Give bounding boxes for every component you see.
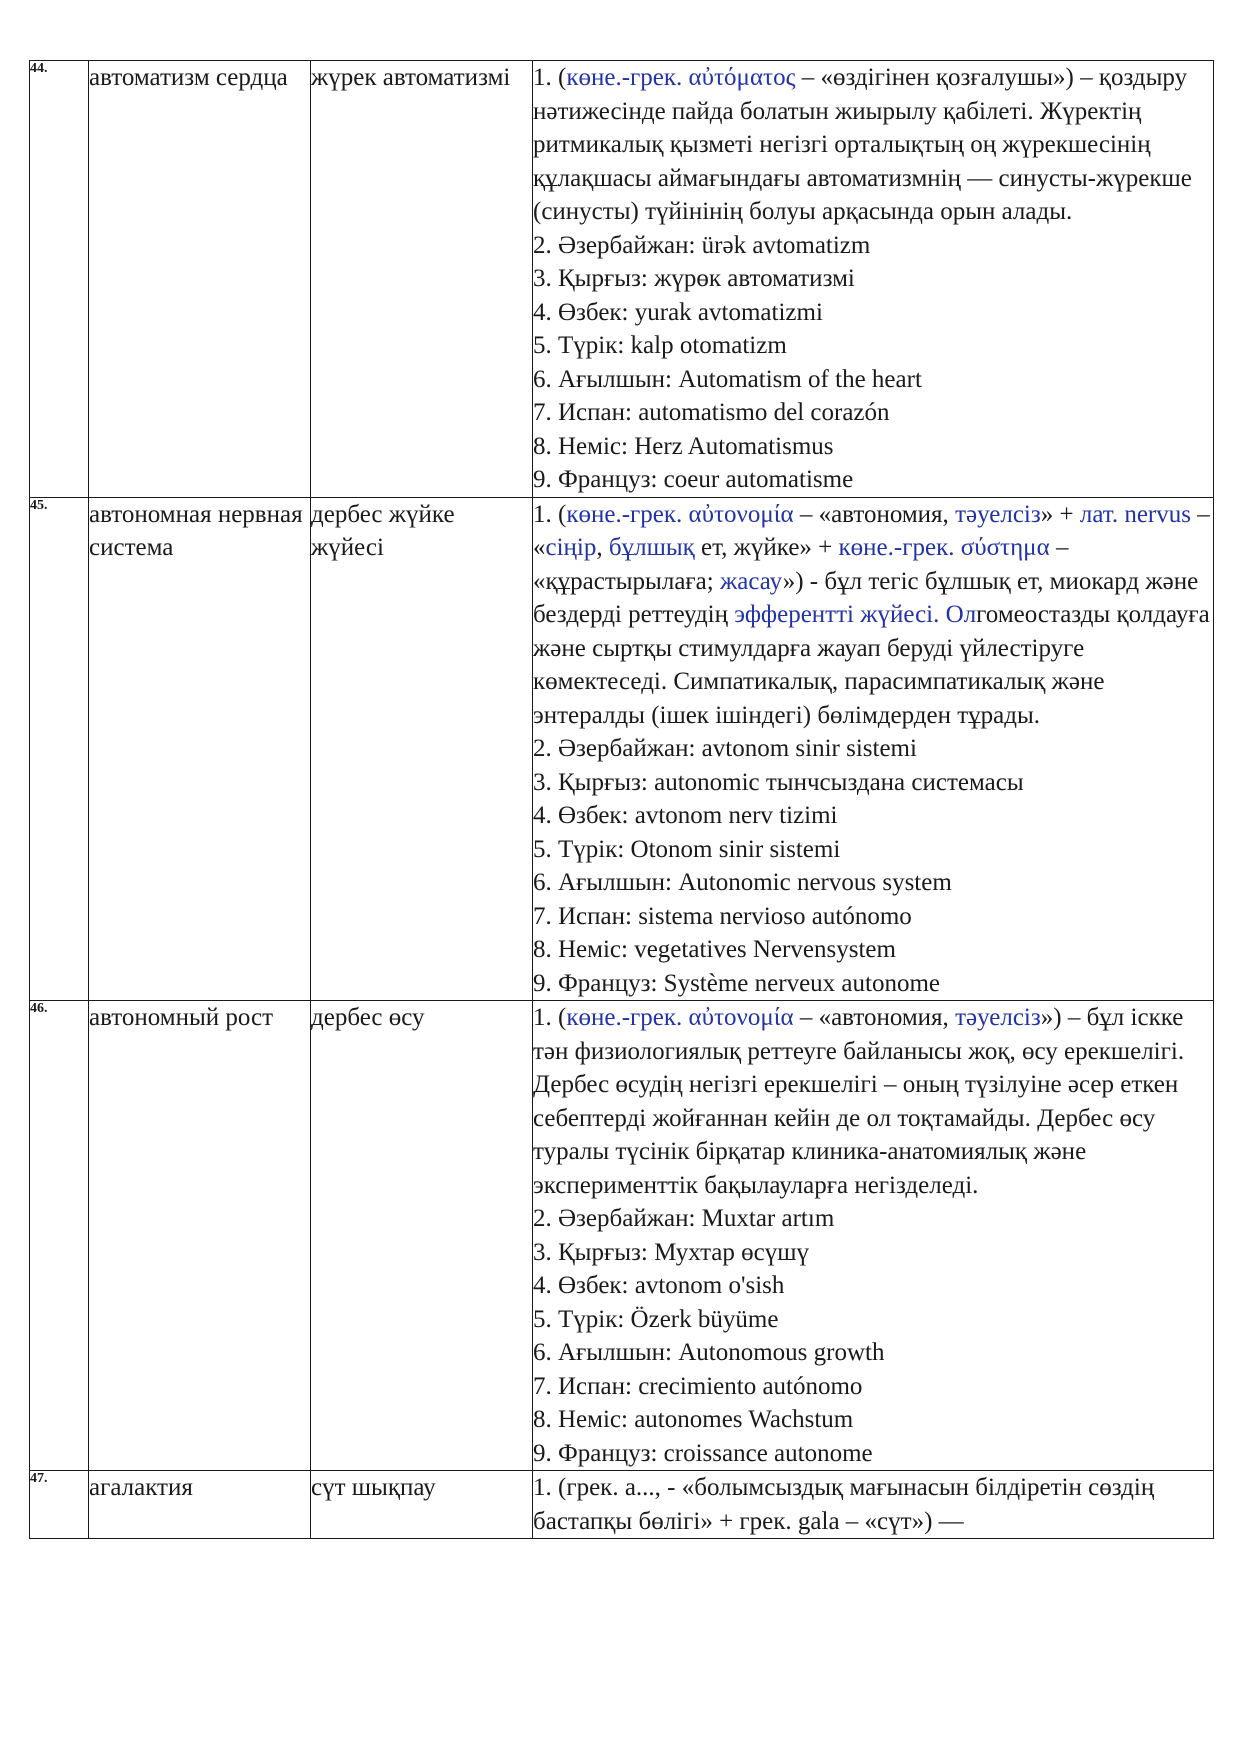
definition-part: – «автономия,	[793, 500, 956, 528]
translation-line: 9. Француз: croissance autonome	[533, 1439, 873, 1467]
word-link[interactable]: тәуелсіз	[955, 500, 1041, 528]
translation-line: 6. Ағылшын: Autonomic nervous system	[533, 869, 952, 896]
entry-number: 46.	[30, 1001, 89, 1471]
translation-line: 7. Испан: sistema nervioso autónomo	[533, 902, 912, 930]
translation-line: 4. Өзбек: avtonom o'sish	[533, 1272, 785, 1299]
table-row	[30, 1001, 1214, 1471]
translation-line: 5. Түрік: Otonom sinir sistemi	[533, 835, 841, 863]
etymology-link[interactable]: көне.-грек. σύστημα	[838, 534, 1050, 561]
russian-term: автономная нервная система	[89, 497, 311, 1001]
definition-cell	[533, 1471, 1214, 1539]
translation-line: 9. Француз: Système nerveux autonome	[533, 969, 940, 997]
translation-line: 8. Неміс: vegetatives Nervensystem	[533, 936, 896, 963]
definition-part: – «	[533, 500, 1210, 561]
etymology-link[interactable]: көне.-грек. αὐτονομία	[566, 1004, 794, 1031]
russian-term: автоматизм сердца	[89, 61, 311, 498]
translation-line: 6. Ағылшын: Autonomous growth	[533, 1339, 885, 1366]
definition-part: 1. (	[533, 64, 567, 91]
kazakh-term: дербес өсу	[311, 1001, 533, 1471]
word-link[interactable]: эфферентті жүйесі	[734, 601, 934, 628]
translation-line: 2. Әзербайжан: Muxtar artım	[533, 1205, 835, 1232]
definition-part: 1. (	[533, 500, 567, 528]
word-link[interactable]: сіңір	[545, 534, 597, 561]
russian-term: автономный рост	[89, 1001, 311, 1471]
definition-cell	[533, 61, 1214, 498]
definition-part: – «өздігінен қозғалушы») – қоздыру нәтижесінде пайда болатын жиырылу қабілеті. Жүректің ритмикалық қызметі негізгі орталықтың оң жүрекшесінің құлақшасы аймағындағы автоматизмнің — синусты-жүрекше (синусты) түйінінің болуы арқасында орын алады.	[533, 64, 1192, 225]
translation-line: 2. Әзербайжан: avtonom sinir sistemi	[533, 735, 917, 762]
table-row	[30, 1471, 1214, 1539]
etymology-link[interactable]: көне.-грек. αὐτονομία	[566, 500, 794, 528]
translation-line: 3. Қырғыз: жүрөк автоматизмі	[533, 265, 855, 292]
translation-line: 5. Түрік: Özerk büyüme	[533, 1305, 779, 1333]
word-link[interactable]: жасау	[719, 567, 783, 595]
translation-line: 9. Француз: coeur automatisme	[533, 466, 854, 493]
translation-line: 8. Неміс: autonomes Wachstum	[533, 1406, 854, 1433]
kazakh-term: сүт шықпау	[311, 1471, 533, 1539]
definition-part: ») – бұл іскке тән физиологиялық реттеуге байланысы жоқ, өсу ерекшелігі. Дербес өсудің негізгі ерекшелігі – оның түзілуіне әсер еткен себептерді жойғаннан кейін де ол тоқтамайды. Дербес өсу туралы түсінік бірқатар клиника-анатомиялық және эксперименттік бақылауларға негізделеді.	[533, 1004, 1185, 1199]
translation-line: 5. Түрік: kalp otomatizm	[533, 332, 787, 359]
definition-part: ет, жүйке» +	[694, 534, 839, 561]
entry-number: 44.	[30, 61, 89, 498]
translation-line: 3. Қырғыз: Мухтар өсүшү	[533, 1238, 810, 1266]
kazakh-term: дербес жүйке жүйесі	[311, 497, 533, 1001]
translation-line: 4. Өзбек: avtonom nerv tizimi	[533, 802, 838, 829]
definition-text	[533, 498, 1213, 733]
table-row	[30, 61, 1214, 498]
definition-part: ,	[596, 534, 609, 561]
definition-text	[533, 61, 1213, 229]
definition-part: . Ол	[933, 601, 977, 628]
definition-part: гомеостазды қолдауға және сыртқы стимулдарға жауап беруді үйлестіруге көмектеседі. Симпатикалық, парасимпатикалық және энтералды (ішек ішіндегі) бөлімдерден тұрады.	[533, 601, 1210, 729]
entry-number: 47.	[30, 1471, 89, 1539]
translation-line: 3. Қырғыз: autonomic тынчсыздана системасы	[533, 768, 1024, 796]
definition-cell	[533, 497, 1214, 1001]
translation-line: 8. Неміс: Herz Automatismus	[533, 432, 834, 460]
word-link[interactable]: бұлшық	[608, 534, 695, 561]
definition-cell	[533, 1001, 1214, 1471]
word-link[interactable]: тәуелсіз	[955, 1004, 1041, 1031]
russian-term: агалактия	[89, 1471, 311, 1539]
definition-part: » +	[1040, 500, 1080, 528]
translation-line: 4. Өзбек: yurak avtomatizmi	[533, 298, 823, 326]
definition-text	[533, 1001, 1213, 1202]
translation-line: 7. Испан: crecimiento autónomo	[533, 1372, 863, 1400]
translation-line: 6. Ағылшын: Automatism of the heart	[533, 365, 922, 393]
definition-part: – «автономия,	[793, 1004, 956, 1031]
translation-line: 7. Испан: automatismo del corazón	[533, 399, 890, 426]
translation-line: 2. Әзербайжан: ürək avtomatizm	[533, 231, 871, 259]
document-page	[29, 60, 1213, 1539]
definition-part: ») - бұл тегіс бұлшық ет, миокард және бездерді реттеудің	[533, 567, 1199, 628]
definition-part: 1. (	[533, 1004, 567, 1031]
table-row	[30, 497, 1214, 1001]
terms-table	[29, 60, 1214, 1539]
kazakh-term: жүрек автоматизмі	[311, 61, 533, 498]
entry-number: 45.	[30, 497, 89, 1001]
definition-part: – «құрастырылаға;	[533, 534, 1069, 595]
definition-text: 1. (грек. а..., - «болымсыздық мағынасын білдіретін сөздің бастапқы бөлігі» + грек. gala – «сүт») —	[533, 1474, 1155, 1535]
etymology-link[interactable]: көне.-грек. αὐτόματος	[566, 64, 796, 91]
etymology-link[interactable]: лат. nervus	[1079, 500, 1191, 528]
